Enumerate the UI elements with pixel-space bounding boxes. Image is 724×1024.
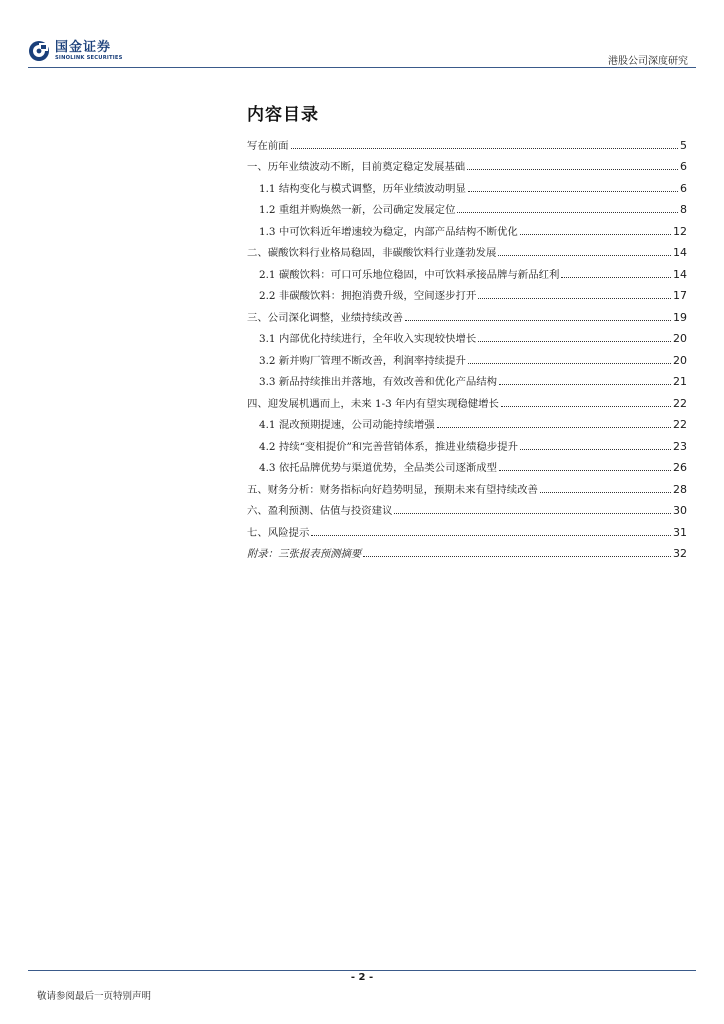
toc-entry-title: 写在前面 (247, 139, 289, 152)
sinolink-logo-icon (28, 40, 50, 62)
toc-entry-page: 14 (673, 246, 687, 259)
toc-entry[interactable] (247, 130, 687, 152)
header-divider (28, 67, 696, 68)
toc-entry[interactable] (247, 345, 687, 367)
toc-entry[interactable] (247, 281, 687, 303)
toc-dot-leader (499, 470, 671, 471)
toc-dot-leader (405, 320, 671, 321)
toc-dot-leader (457, 212, 678, 213)
toc-entry-page: 22 (673, 418, 687, 431)
toc-dot-leader (363, 556, 671, 557)
toc-entry-page: 20 (673, 332, 687, 345)
toc-entry[interactable] (247, 410, 687, 432)
toc-entry-title: 4.3 依托品牌优势与渠道优势，全品类公司逐渐成型 (259, 462, 498, 474)
toc-dot-leader (520, 234, 671, 235)
toc-entry-page: 6 (680, 160, 687, 173)
toc-entry-title: 2.1 碳酸饮料：可口可乐地位稳固，中可饮料承接品牌与新品红利 (259, 268, 560, 281)
toc-dot-leader (468, 363, 671, 364)
toc-entry-page: 12 (673, 224, 687, 238)
toc-entry-page: 14 (673, 267, 687, 281)
report-type-label: 港股公司深度研究 (608, 56, 688, 67)
toc-entry-page: 26 (673, 461, 687, 474)
toc-entry[interactable] (247, 173, 687, 195)
footer-divider (28, 970, 696, 971)
toc-entry-title: 2.2 非碳酸饮料：拥抱消费升级，空间逐步打开 (259, 290, 477, 302)
toc-entry-page: 21 (673, 375, 687, 388)
toc-entry-page: 19 (673, 310, 687, 324)
toc-entry-page: 22 (673, 396, 687, 410)
toc-entry-title: 3.2 新并购厂管理不断改善，利润率持续提升 (259, 354, 466, 367)
toc-entry-title: 3.3 新品持续推出并落地，有效改善和优化产品结构 (259, 376, 498, 388)
toc-dot-leader (478, 341, 671, 342)
toc-entry-title: 七、风险提示 (247, 526, 310, 539)
toc-entry-page: 32 (673, 547, 687, 560)
toc-entry-title: 五、财务分析：财务指标向好趋势明显，预期未来有望持续改善 (247, 483, 538, 496)
toc-entry[interactable] (247, 474, 687, 496)
toc-dot-leader (520, 449, 671, 450)
toc-entry-page: 8 (680, 203, 687, 216)
toc-entry-title: 四、迎发展机遇而上，未来 1-3 年内有望实现稳健增长 (247, 397, 499, 410)
toc-entry-page: 20 (673, 353, 687, 367)
toc-entry[interactable] (247, 496, 687, 518)
toc-entry[interactable] (247, 539, 687, 561)
toc-entry[interactable] (247, 453, 687, 475)
toc-entry-title: 一、历年业绩波动不断，目前奠定稳定发展基础 (247, 161, 466, 173)
toc-entry[interactable] (247, 259, 687, 281)
toc-entry-page: 23 (673, 439, 687, 453)
toc-entry-title: 六、盈利预测、估值与投资建议 (247, 505, 393, 517)
toc-dot-leader (478, 298, 671, 299)
toc-dot-leader (468, 191, 678, 192)
logo-chinese-name: 国金证券 (55, 40, 112, 55)
toc-entry[interactable] (247, 302, 687, 324)
toc-dot-leader (467, 169, 678, 170)
page-number: - 2 - (350, 972, 374, 983)
toc-entry[interactable] (247, 388, 687, 410)
toc-entry[interactable] (247, 367, 687, 389)
toc-dot-leader (561, 277, 671, 278)
toc-entry[interactable] (247, 216, 687, 238)
company-logo (28, 40, 123, 62)
toc-entry-page: 28 (673, 482, 687, 496)
toc-entry[interactable] (247, 238, 687, 260)
toc-entry-page: 6 (680, 181, 687, 195)
toc-entry[interactable] (247, 152, 687, 174)
toc-dot-leader (311, 535, 671, 536)
toc-entry-title: 4.2 持续“变相提价”和完善营销体系，推进业绩稳步提升 (259, 440, 519, 453)
toc-entry[interactable] (247, 195, 687, 217)
toc-entry-page: 31 (673, 525, 687, 539)
toc-entry-title: 附录：三张报表预测摘要 (247, 548, 362, 560)
toc-dot-leader (540, 492, 671, 493)
toc-dot-leader (394, 513, 671, 514)
table-of-contents (247, 130, 687, 560)
toc-entry-title: 1.1 结构变化与模式调整，历年业绩波动明显 (259, 182, 466, 195)
toc-entry-title: 1.3 中可饮料近年增速较为稳定，内部产品结构不断优化 (259, 225, 518, 238)
toc-entry-title: 4.1 混改预期提速，公司动能持续增强 (259, 419, 435, 431)
toc-entry-page: 5 (680, 138, 687, 152)
toc-title: 内容目录 (247, 105, 319, 125)
toc-entry-title: 二、碳酸饮料行业格局稳固，非碳酸饮料行业蓬勃发展 (247, 247, 497, 259)
page-header (0, 0, 724, 80)
toc-dot-leader (501, 406, 671, 407)
toc-entry-page: 17 (673, 289, 687, 302)
toc-dot-leader (499, 384, 671, 385)
disclaimer-note: 敬请参阅最后一页特别声明 (37, 991, 152, 1002)
toc-dot-leader (291, 148, 678, 149)
toc-entry-title: 三、公司深化调整，业绩持续改善 (247, 311, 403, 324)
toc-entry-title: 3.1 内部优化持续进行，全年收入实现较快增长 (259, 333, 477, 345)
toc-entry-page: 30 (673, 504, 687, 517)
toc-entry-title: 1.2 重组并购焕然一新，公司确定发展定位 (259, 204, 456, 216)
toc-entry[interactable] (247, 324, 687, 346)
toc-entry[interactable] (247, 431, 687, 453)
toc-dot-leader (498, 255, 671, 256)
toc-dot-leader (437, 427, 671, 428)
toc-entry[interactable] (247, 517, 687, 539)
logo-english-name: SINOLINK SECURITIES (55, 55, 123, 61)
